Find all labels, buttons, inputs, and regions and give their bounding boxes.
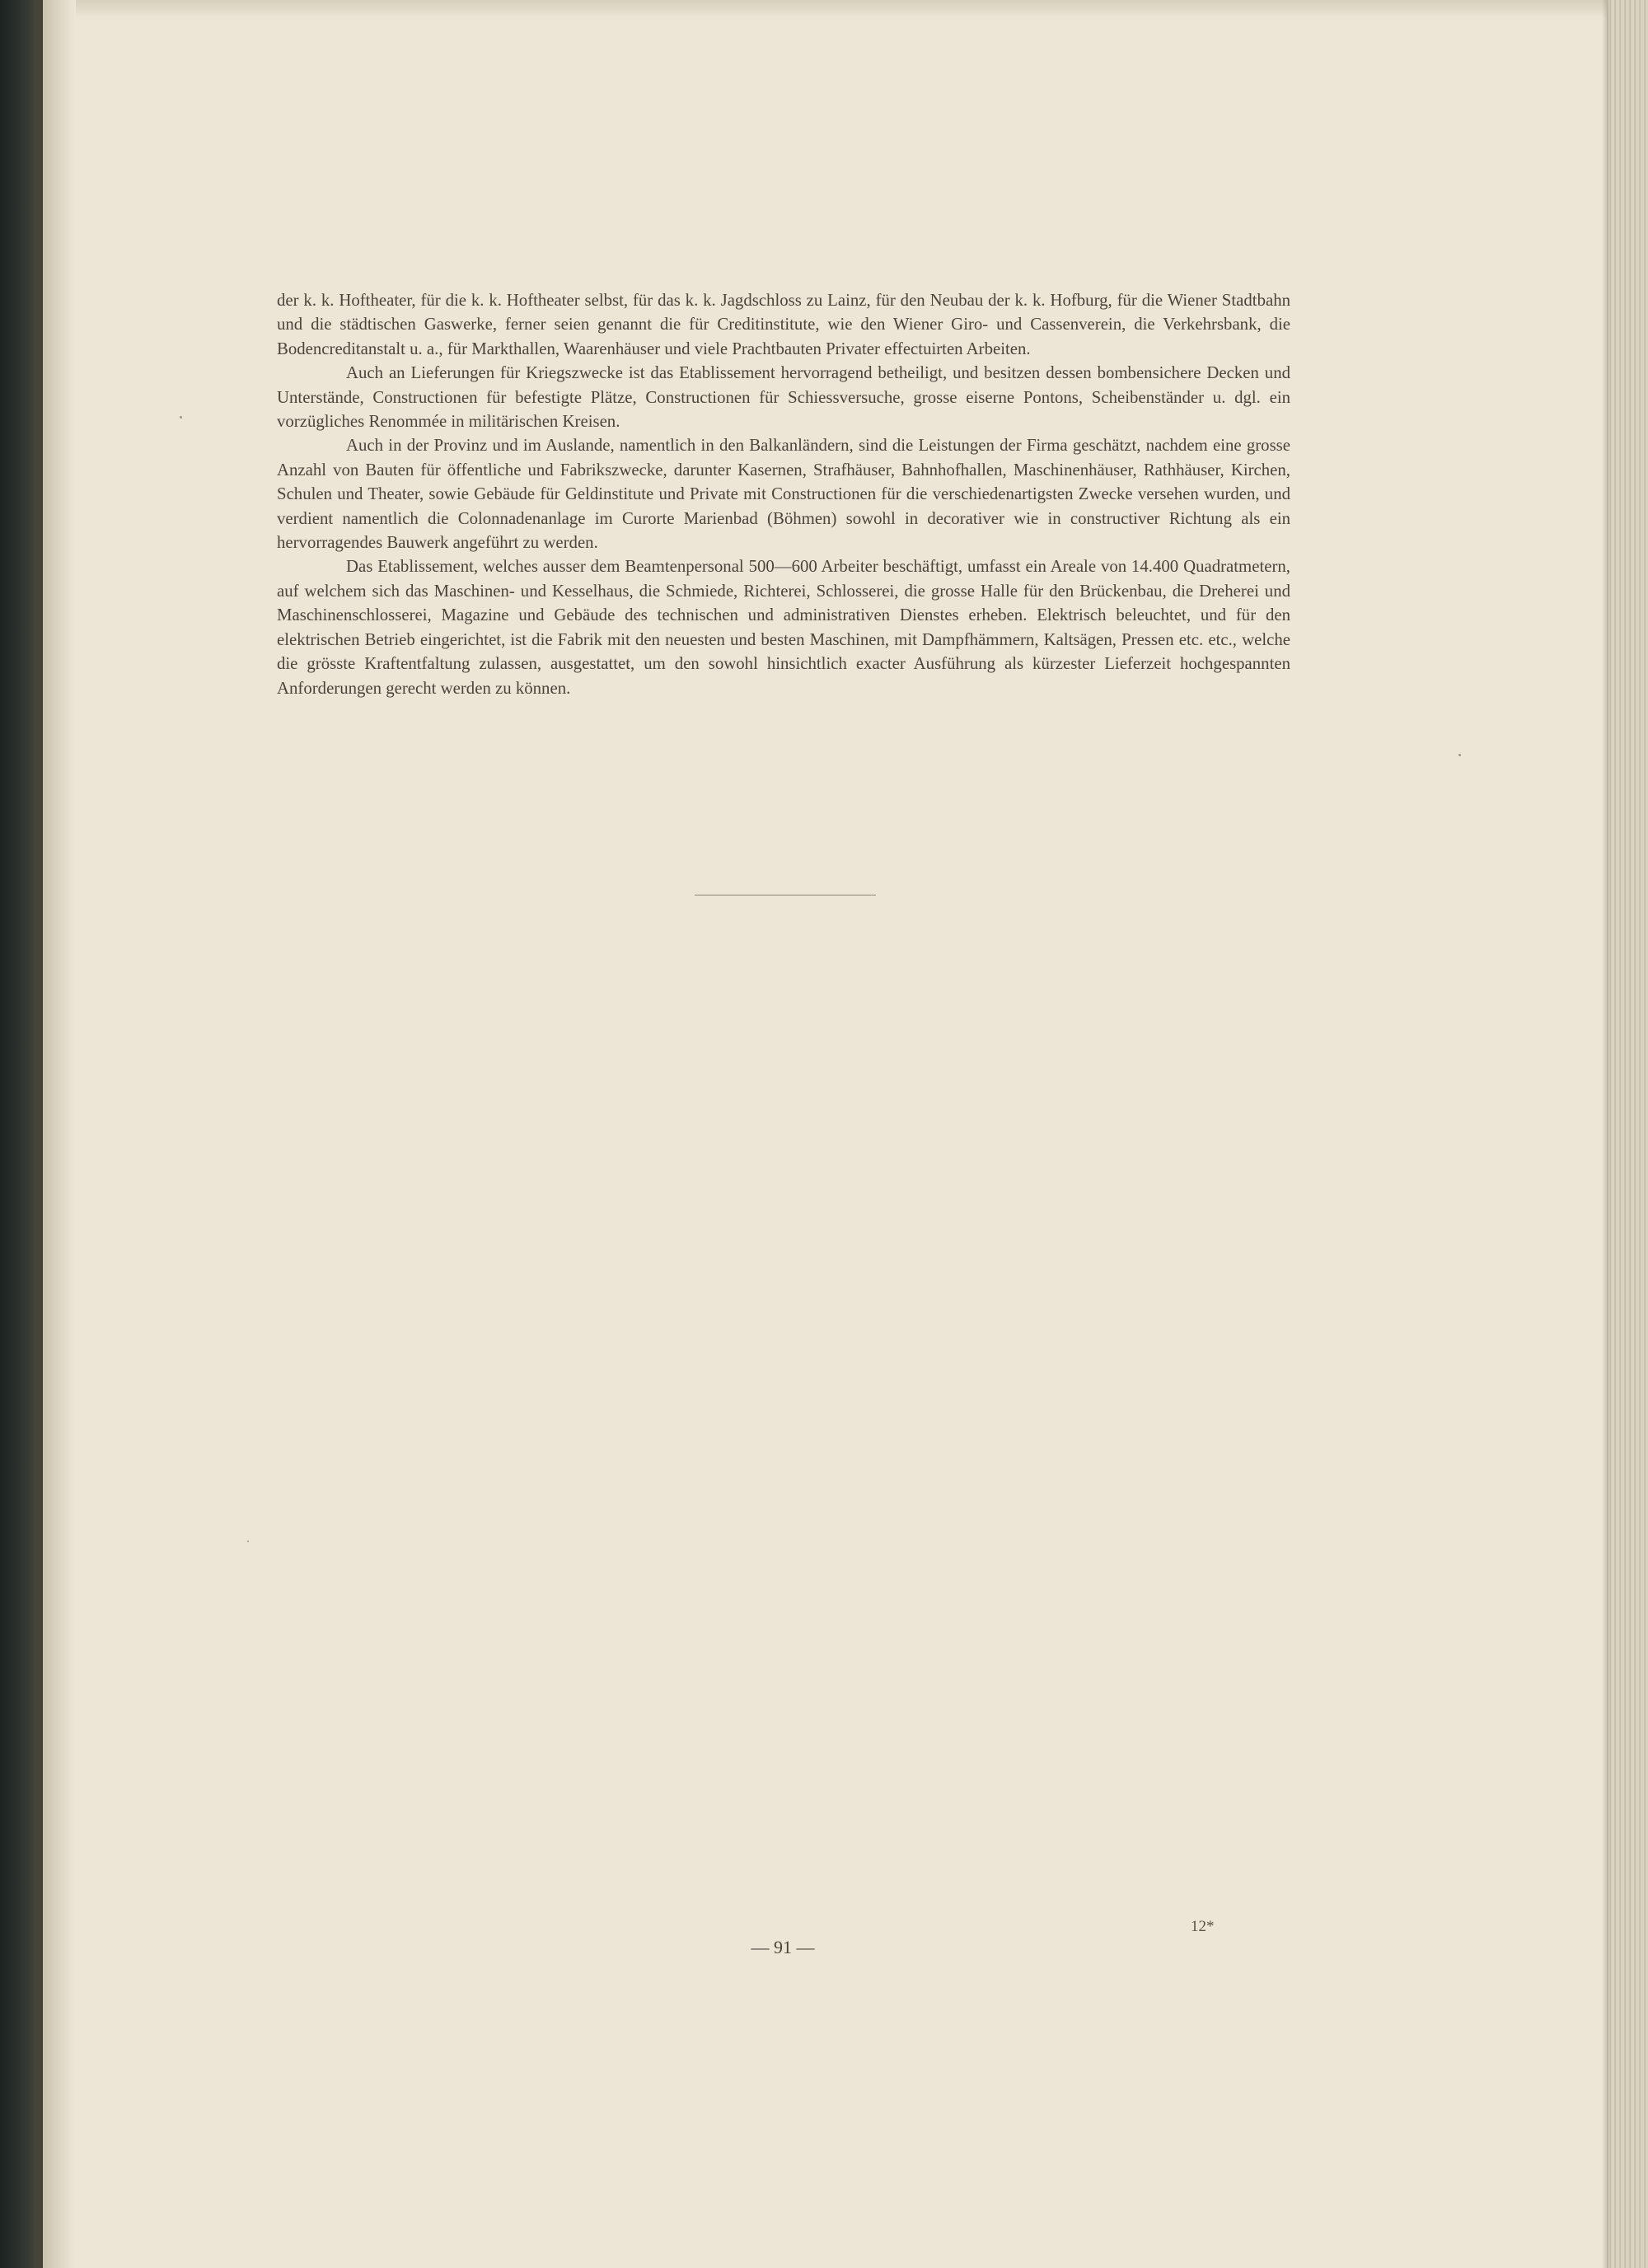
body-text	[277, 288, 1290, 700]
page-edges	[1607, 0, 1648, 2268]
paper-speck	[1458, 754, 1461, 756]
paragraph-4: Das Etablissement, welches ausser dem Beamtenpersonal 500—600 Arbeiter beschäftigt, umfasst ein Areale von 14.400 Quadratmetern, auf welchem sich das Maschinen- und Kesselhaus, die Schmiede, Richterei, Schlosserei, die grosse Halle für den Brückenbau, die Dreherei und Maschinenschlosserei, Magazine und Gebäude des technischen und administrativen Dienstes erheben. Elektrisch beleuchtet, und für den elektrischen Betrieb eingerichtet, ist die Fabrik mit den neuesten und besten Maschinen, mit Dampfhämmern, Kaltsägen, Pressen etc. etc., welche die grösste Kraftentfaltung zulassen, ausgestattet, um den sowohl hinsichtlich exacter Ausführung als kürzester Lieferzeit hochgespannten Anforderungen gerecht werden zu können.	[277, 557, 1290, 698]
book-binding	[0, 0, 43, 2268]
paragraph-3: Auch in der Provinz und im Auslande, namentlich in den Balkanländern, sind die Leistungen der Firma geschätzt, nachdem eine grosse Anzahl von Bauten für öffentliche und Fabrikszwecke, darunter Kasernen, Strafhäuser, Bahnhofhallen, Maschinenhäuser, Rathhäuser, Kirchen, Schulen und Theater, sowie Gebäude für Geldinstitute und Private mit Constructionen für die verschiedenartigsten Zwecke versehen wurden, und verdient namentlich die Colonnadenanlage im Curorte Marienbad (Böhmen) sowohl in decorativer wie in constructiver Richtung als ein hervorragendes Bauwerk angeführt zu werden.	[277, 436, 1290, 553]
paragraph-2: Auch an Lieferungen für Kriegszwecke ist das Etablissement hervorragend betheiligt, und besitzen dessen bombensichere Decken und Unterstände, Constructionen für befestigte Plätze, Constructionen für Schiessversuche, grosse eiserne Pontons, Scheibenständer u. dgl. ein vorzügliches Renommée in militärischen Kreisen.	[277, 363, 1290, 432]
signature-mark: 12*	[1191, 1918, 1215, 1935]
paper-speck	[247, 1541, 249, 1542]
page-top-edge	[76, 0, 1607, 18]
page-number: — 91 —	[751, 1937, 815, 1957]
page-gutter	[43, 0, 76, 2268]
section-divider-rule	[695, 895, 876, 896]
paragraph-1: der k. k. Hoftheater, für die k. k. Hoftheater selbst, für das k. k. Jagdschloss zu Lainz, für den Neubau der k. k. Hofburg, für die Wiener Stadtbahn und die städtischen Gaswerke, ferner seien genannt die für Creditinstitute, wie den Wiener Giro- und Cassenverein, die Verkehrsbank, die Bodencreditanstalt u. a., für Markthallen, Waarenhäuser und viele Prachtbauten Privater effectuirten Arbeiten.	[277, 291, 1290, 358]
paper-speck	[180, 416, 182, 419]
